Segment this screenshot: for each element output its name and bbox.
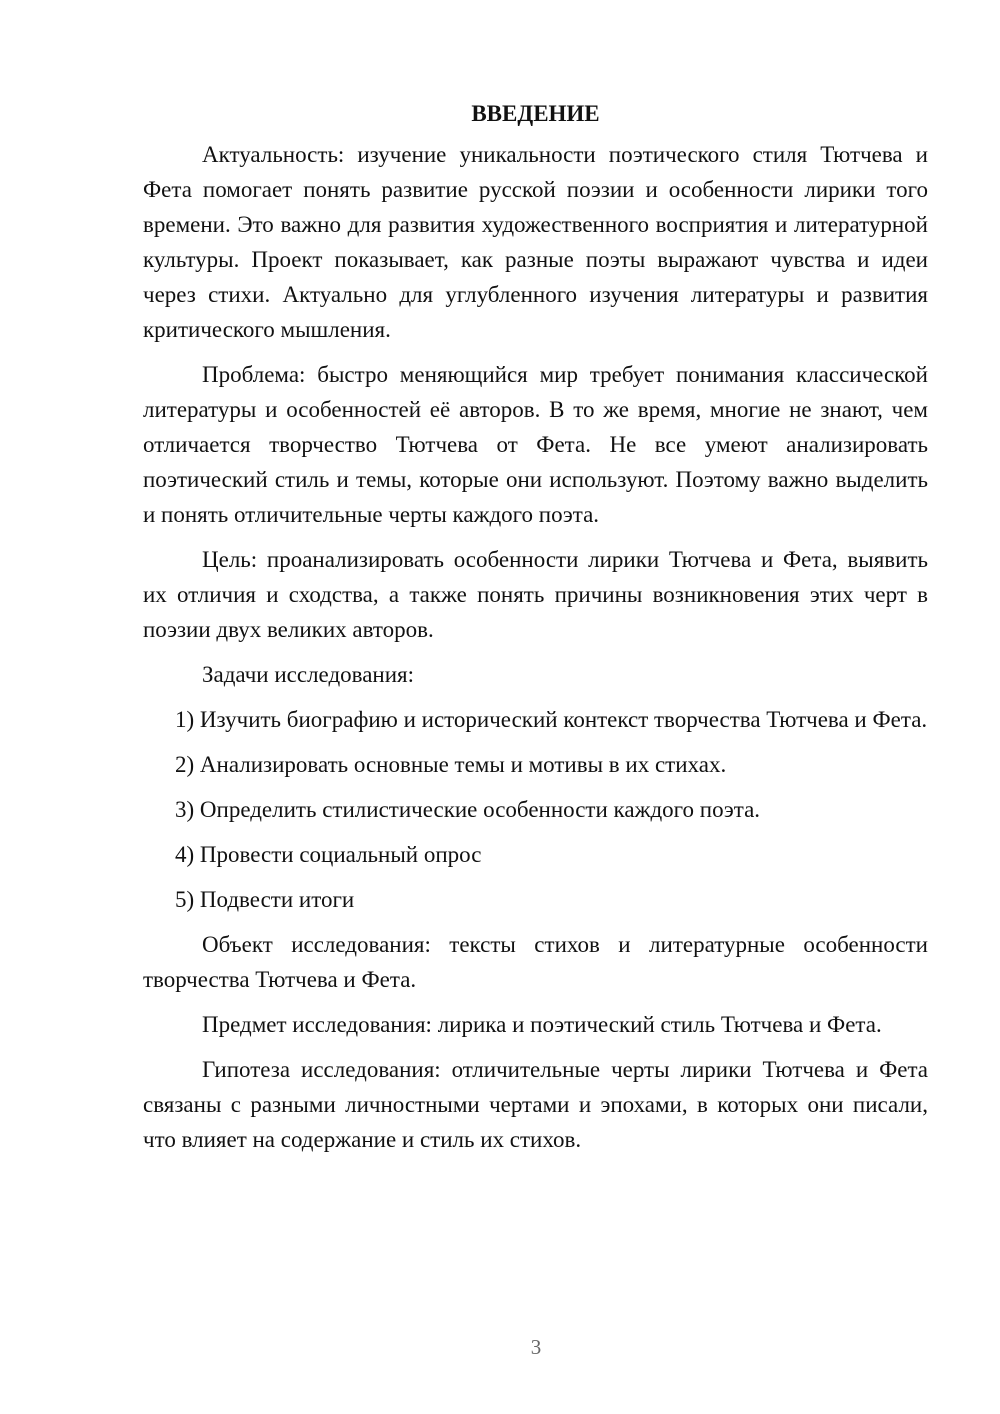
paragraph-relevance: Актуальность: изучение уникальности поэтического стиля Тютчева и Фета помогает понять развитие русской поэзии и особенности лирики того времени. Это важно для развития художественного восприятия и литературной культуры. Проект показывает, как разные поэты выражают чувства и идеи через стихи. Актуально для углубленного изучения литературы и развития критического мышления.: [143, 142, 928, 342]
task-item-5: 5) Подвести итоги: [175, 887, 355, 912]
task-item-1: 1) Изучить биографию и исторический контекст творчества Тютчева и Фета.: [175, 707, 928, 732]
page-number: 3: [530, 1335, 542, 1359]
tasks-list: [143, 702, 928, 917]
paragraph-hypothesis: Гипотеза исследования: отличительные черты лирики Тютчева и Фета связаны с разными личностными чертами и эпохами, в которых они писали, что влияет на содержание и стиль их стихов.: [143, 1057, 928, 1152]
paragraph-goal: Цель: проанализировать особенности лирики Тютчева и Фета, выявить их отличия и сходства, а также понять причины возникновения этих черт в поэзии двух великих авторов.: [143, 547, 928, 642]
task-item-4: 4) Провести социальный опрос: [175, 842, 482, 867]
tasks-heading: Задачи исследования:: [202, 662, 415, 687]
paragraph-subject: Предмет исследования: лирика и поэтический стиль Тютчева и Фета.: [202, 1012, 882, 1037]
page-content: [143, 96, 928, 1157]
paragraph-object: Объект исследования: тексты стихов и литературные особенности творчества Тютчева и Фета.: [143, 932, 928, 992]
paragraph-problem: Проблема: быстро меняющийся мир требует понимания классической литературы и особенностей её авторов. В то же время, многие не знают, чем отличается творчество Тютчева от Фета. Не все умеют анализировать поэтический стиль и темы, которые они используют. Поэтому важно выделить и понять отличительные черты каждого поэта.: [143, 362, 928, 527]
task-item-2: 2) Анализировать основные темы и мотивы в их стихах.: [175, 752, 727, 777]
task-item-3: 3) Определить стилистические особенности каждого поэта.: [175, 797, 761, 822]
section-title: ВВЕДЕНИЕ: [471, 101, 600, 126]
